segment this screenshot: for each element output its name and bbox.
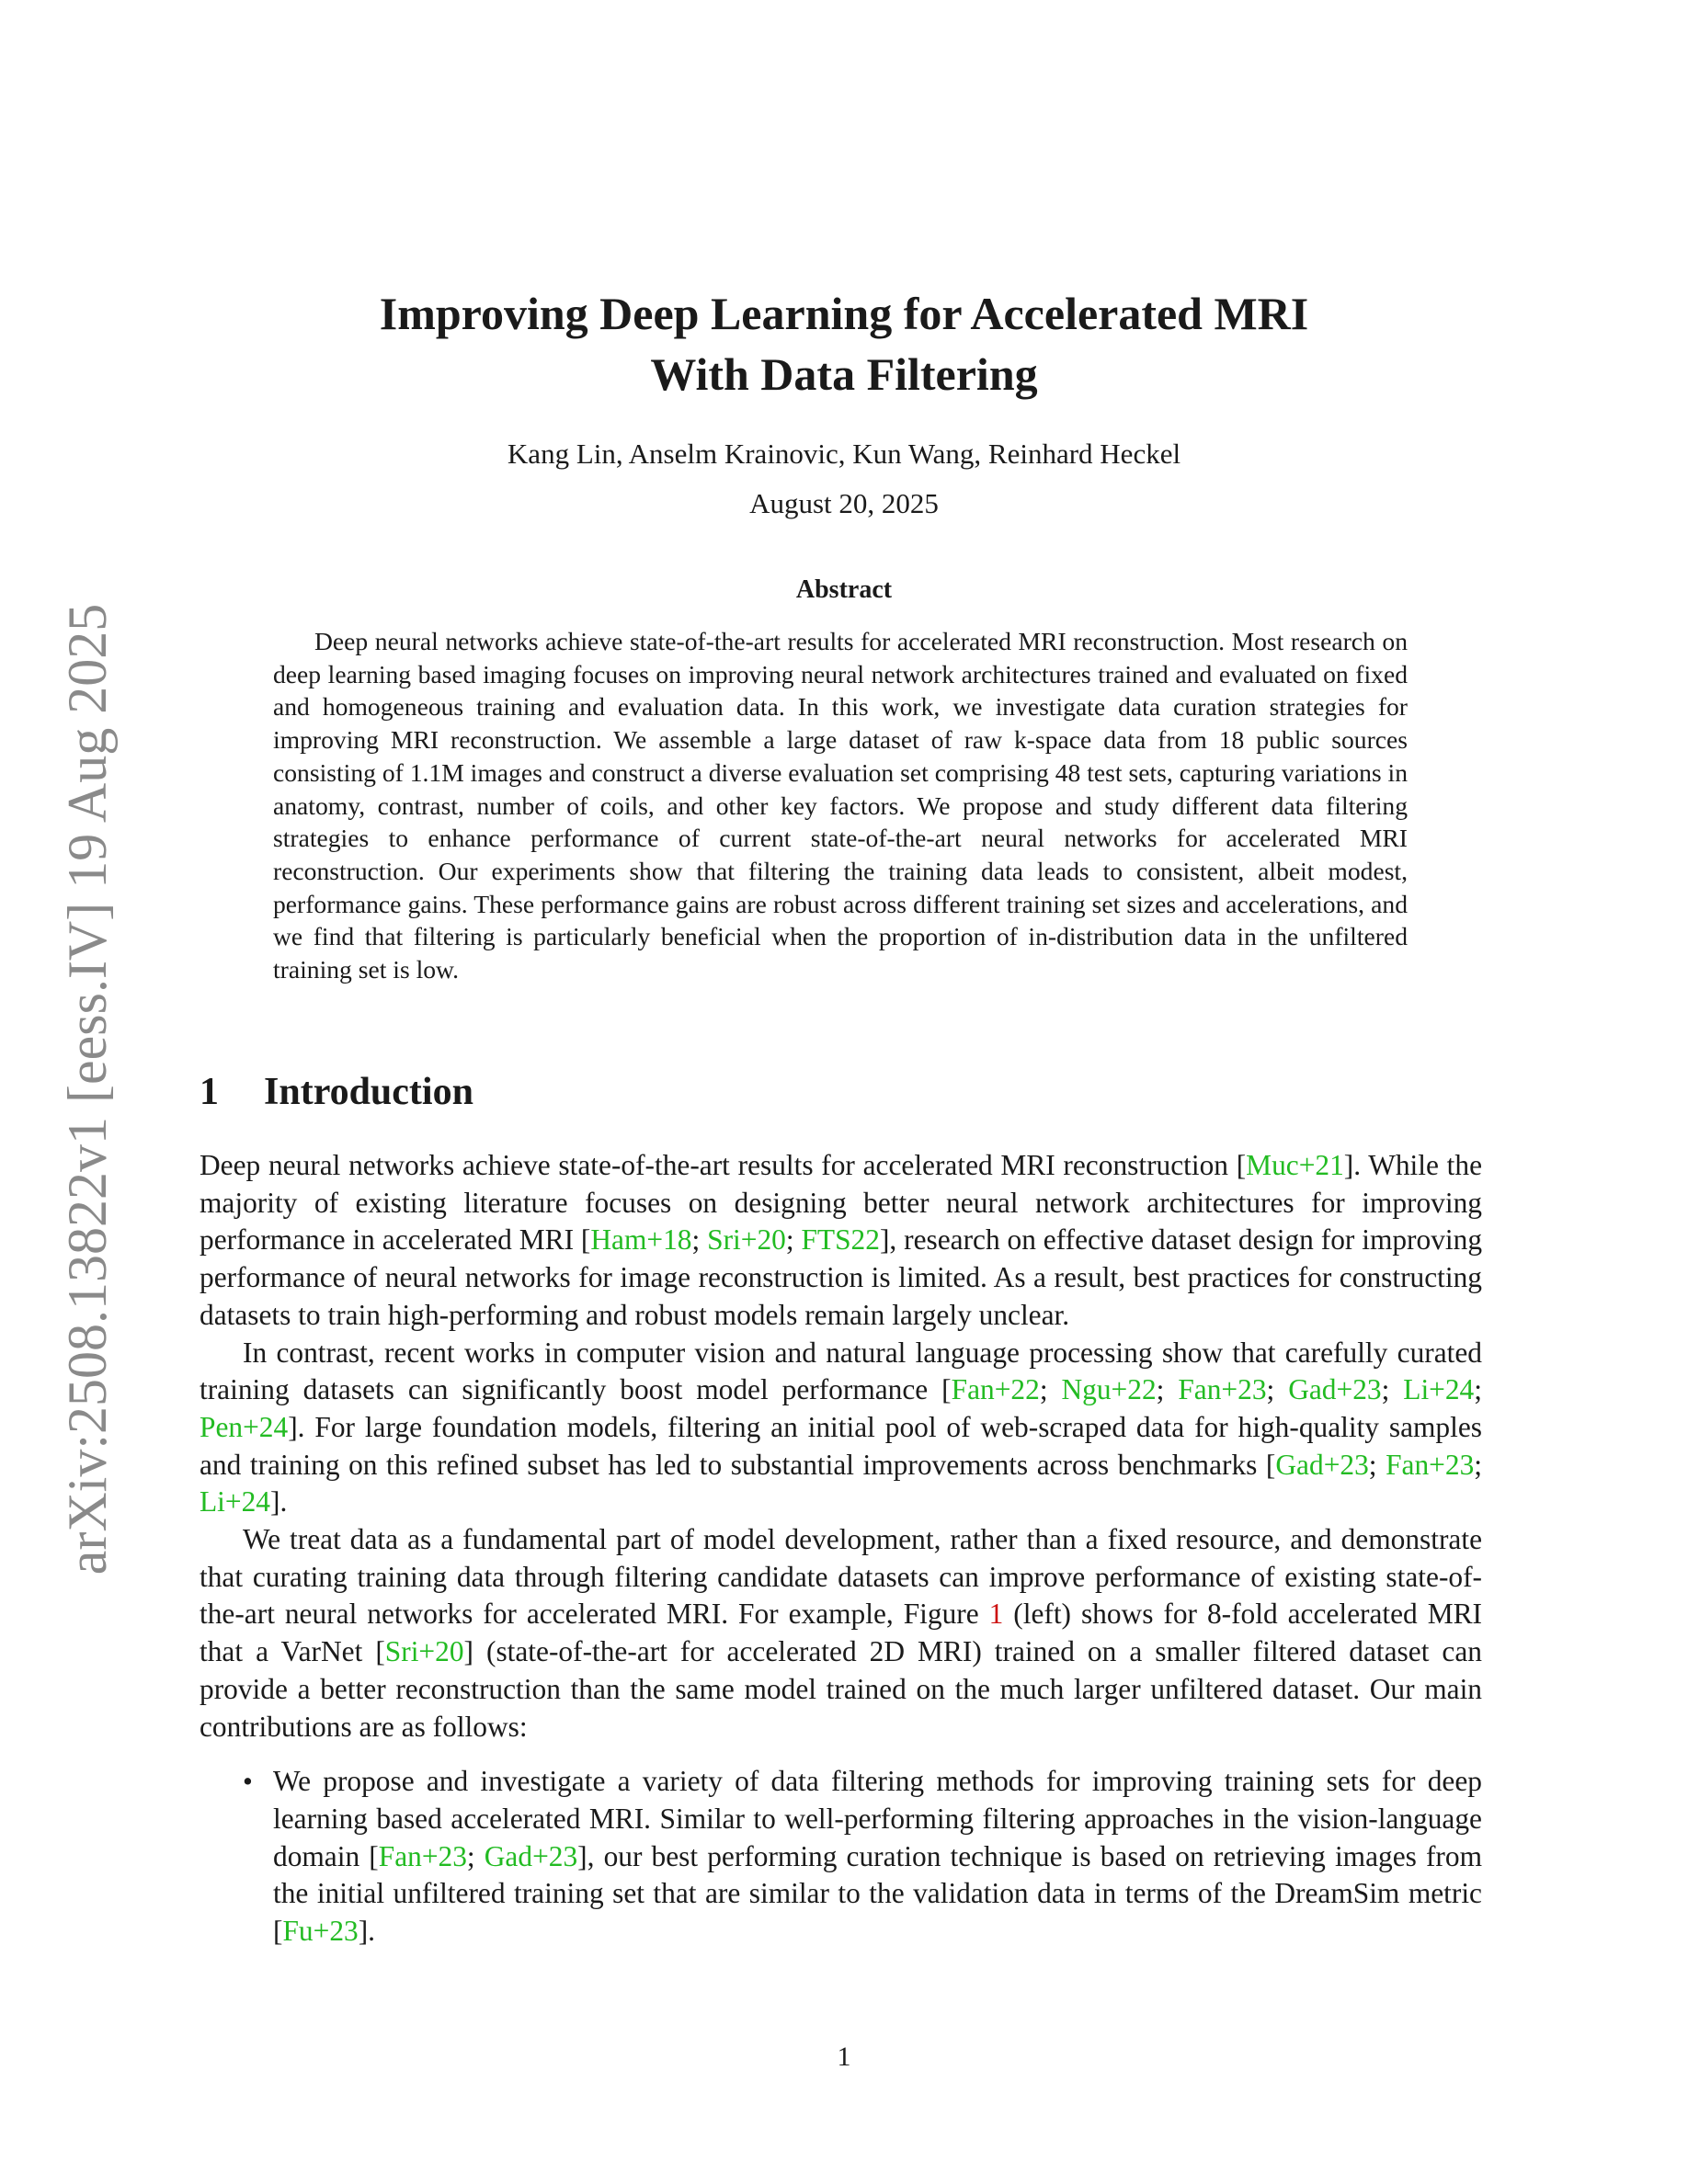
text-run: ;	[1474, 1448, 1482, 1481]
list-item	[200, 1763, 1482, 1951]
citation-link[interactable]: Gad+23	[484, 1839, 578, 1872]
citation-link[interactable]: Li+24	[1403, 1373, 1475, 1406]
citation-link[interactable]: Fan+23	[1386, 1448, 1475, 1481]
text-run: ].	[270, 1485, 288, 1519]
figure-reference-link[interactable]: 1	[988, 1598, 1004, 1631]
text-run: ;	[785, 1223, 802, 1257]
section-heading	[200, 1070, 473, 1114]
text-run: ;	[1266, 1373, 1289, 1406]
text-run: (left) shows for 8-fold accelerated MRI that a VarNet [	[200, 1598, 1482, 1668]
text-run: We treat data as a fundamental part of model development, rather than a fixed resource, and demonstrate that curating training data through filtering candidate datasets can improve performance of existing state-of-the-art neural networks for accelerated MRI. For example, Figure	[200, 1523, 1482, 1631]
citation-link[interactable]: Sri+20	[384, 1635, 464, 1668]
citation-link[interactable]: Li+24	[200, 1485, 270, 1519]
text-run: ;	[1368, 1448, 1386, 1481]
text-run: ].	[358, 1915, 376, 1948]
citation-link[interactable]: FTS22	[801, 1223, 880, 1257]
text-run: ], research on effective dataset design for improving performance of neural networks for image reconstruction is limited. As a result, best practices for constructing datasets to train high-performing and robust models remain largely unclear.	[200, 1223, 1483, 1331]
abstract-heading: Abstract	[795, 575, 893, 604]
text-run: ;	[1039, 1373, 1062, 1406]
text-run: ;	[1381, 1373, 1404, 1406]
title-line-2: With Data Filtering	[650, 348, 1038, 400]
text-run: Deep neural networks achieve state-of-the-art results for accelerated MRI reconstruction [	[200, 1149, 1247, 1181]
text-run: We propose and investigate a variety of data filtering methods for improving training sets for deep learning based accelerated MRI. Similar to well-performing filtering approaches in the vision-language domain [	[273, 1765, 1482, 1872]
citation-link[interactable]: Pen+24	[200, 1410, 289, 1443]
contribution-list	[200, 1763, 1482, 1951]
citation-link[interactable]: Muc+21	[1246, 1149, 1344, 1181]
text-run: ;	[1474, 1373, 1482, 1406]
introduction-body	[200, 1147, 1482, 1951]
bullet-icon: •	[243, 1765, 253, 1798]
citation-link[interactable]: Fu+23	[282, 1915, 359, 1948]
section-number: 1	[200, 1071, 219, 1113]
text-run: ]. For large foundation models, filtering an initial pool of web-scraped data for high-quality samples and training on this refined subset has led to substantial improvements across benchmarks [	[200, 1410, 1482, 1481]
paper-title	[184, 283, 1504, 404]
citation-link[interactable]: Gad+23	[1288, 1373, 1382, 1406]
paragraph	[200, 1521, 1482, 1746]
citation-link[interactable]: Fan+23	[378, 1839, 467, 1872]
text-run: ;	[466, 1839, 485, 1872]
text-run: ;	[691, 1223, 708, 1257]
citation-link[interactable]: Ham+18	[590, 1223, 692, 1257]
author-list: Kang Lin, Anselm Krainovic, Kun Wang, Reinhard Heckel	[507, 438, 1181, 470]
arxiv-identifier: arXiv:2508.13822v1 [eess.IV] 19 Aug 2025	[56, 603, 118, 1575]
text-run: ] (state-of-the-art for accelerated 2D MRI) trained on a smaller filtered dataset can provide a better reconstruction than the same model trained on the much larger unfiltered dataset. Our main contributions are as follows:	[200, 1635, 1482, 1743]
citation-link[interactable]: Sri+20	[707, 1223, 786, 1257]
citation-link[interactable]: Gad+23	[1275, 1448, 1369, 1481]
publication-date: August 20, 2025	[749, 487, 939, 519]
paragraph	[200, 1335, 1482, 1522]
page-number: 1	[837, 2042, 851, 2072]
text-run: ;	[1156, 1373, 1179, 1406]
citation-link[interactable]: Fan+22	[951, 1373, 1040, 1406]
text-run: In contrast, recent works in computer vision and natural language processing show that carefully curated training datasets can significantly boost model performance [	[200, 1336, 1482, 1406]
section-title: Introduction	[264, 1071, 473, 1113]
title-line-1: Improving Deep Learning for Accelerated MRI	[379, 288, 1309, 339]
text-run: ]. While the majority of existing literature focuses on designing better neural network architectures for improving performance in accelerated MRI [	[200, 1149, 1482, 1257]
paragraph	[200, 1147, 1482, 1335]
citation-link[interactable]: Ngu+22	[1061, 1373, 1157, 1406]
citation-link[interactable]: Fan+23	[1178, 1373, 1267, 1406]
text-run: ], our best performing curation technique is based on retrieving images from the initial unfiltered training set that are similar to the validation data in terms of the DreamSim metric [	[273, 1839, 1482, 1948]
abstract-text: Deep neural networks achieve state-of-the-art results for accelerated MRI reconstruction. Most research on deep learning based imaging focuses on improving neural network architectures trained and evaluated on fixed and homogeneous training and evaluation data. In this work, we investigate data curation strategies for improving MRI reconstruction. We assemble a large dataset of raw k-space data from 18 public sources consisting of 1.1M images and construct a diverse evaluation set comprising 48 test sets, capturing variations in anatomy, contrast, number of coils, and other key factors. We propose and study different data filtering strategies to enhance performance of current state-of-the-art neural networks for accelerated MRI reconstruction. Our experiments show that filtering the training data leads to consistent, albeit modest, performance gains. These performance gains are robust across different training set sizes and accelerations, and we find that filtering is particularly beneficial when the proportion of in-distribution data in the unfiltered training set is low.	[273, 627, 1408, 984]
